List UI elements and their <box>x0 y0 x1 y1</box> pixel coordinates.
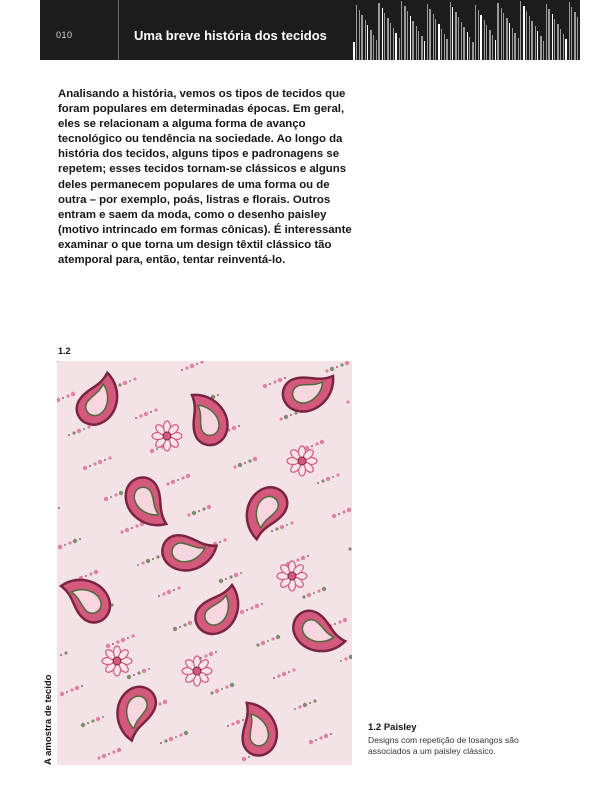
figure-caption <box>368 722 528 757</box>
intro-paragraph: Analisando a história, vemos os tipos de tecidos que foram populares em determinadas épocas. Em geral, eles se relacionam a alguma forma de avanço tecnológico ou tendência na sociedade. Ao longo da história dos tecidos, alguns tipos e padronagens se repetem; esses tecidos tornam-se clássicos e alguns deles permanecem populares de uma forma ou de outra – por exemplo, poás, listras e florais. Outros entram e saem da moda, como o desenho paisley (motivo intrincado em formas cônicas). É interessante examinar o que torna um design têxtil clássico tão atemporal para, então, tentar reinventá-lo. <box>58 88 352 267</box>
header-divider <box>118 0 119 60</box>
side-section-label: A amostra de tecido <box>43 674 54 765</box>
chapter-title: Uma breve história dos tecidos <box>134 28 327 43</box>
paisley-fabric-image <box>57 361 352 765</box>
figure-number: 1.2 <box>58 346 71 356</box>
caption-title: 1.2 Paisley <box>368 722 417 733</box>
header-barcode-graphic <box>353 0 580 60</box>
page-number: 010 <box>56 30 73 40</box>
page-header <box>40 0 580 60</box>
caption-text: Designs com repetição de losangos são associados a um paisley clássico. <box>368 735 519 756</box>
